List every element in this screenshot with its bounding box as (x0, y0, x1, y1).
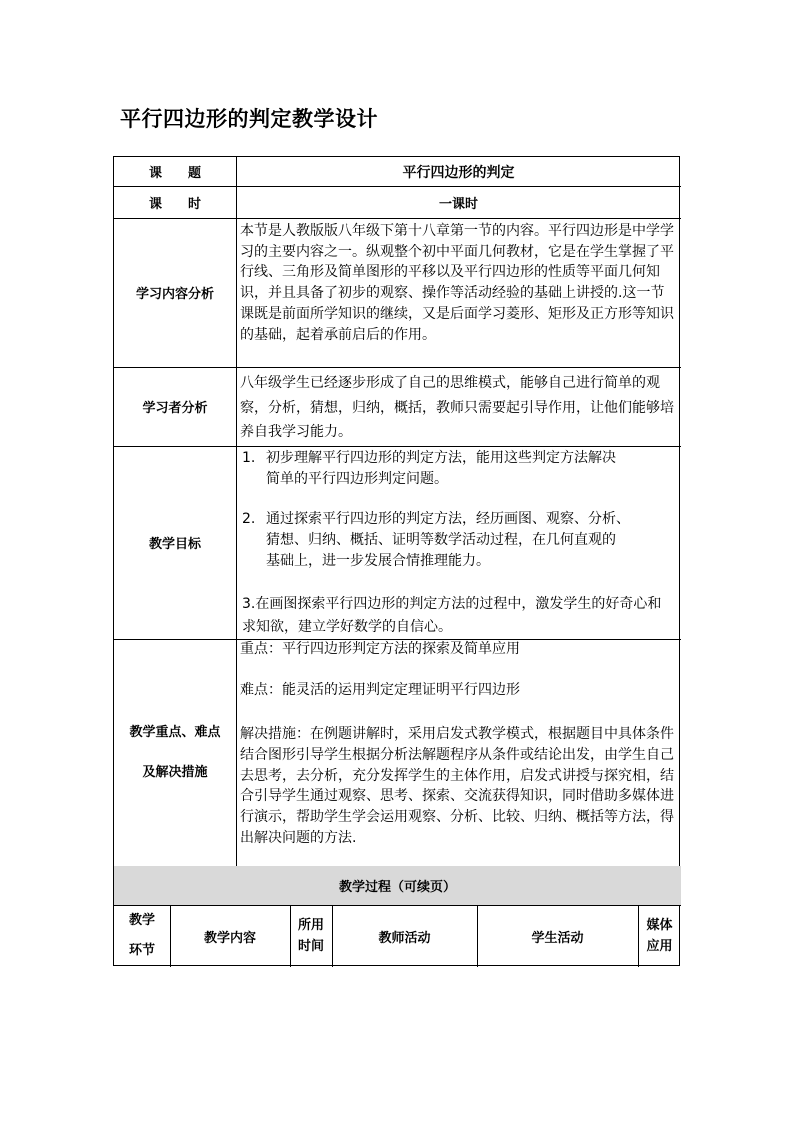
content-analysis-label: 学习内容分析 (135, 287, 214, 302)
key-point: 重点：平行四边形判定方法的探索及简单应用 (240, 641, 520, 657)
key-points-label-line-2: 及解决措施 (142, 764, 208, 780)
col-stage-line-1: 教学 (128, 913, 155, 928)
col-stage (114, 905, 170, 967)
content-analysis-text: 本节是人教版版八年级下第十八章第一节的内容。平行四边形是中学学习的主要内容之一。纵观整个初中平面几何教材，它是在学生掌握了平行线、三角形及简单图形的平移以及平行四边形的性质等平面几何知识，并且具备了初步的观察、操作等活动经验的基础上讲授的.这一节课既是前面所学知识的继续，又是后面学习菱形、矩形及正方形等知识的基础，起着承前启后的作用。 (240, 223, 674, 343)
goal-2-line-2: 猜想、归纳、概括、证明等数学活动过程，在几何直观的 (266, 532, 616, 548)
learner-analysis-label: 学习者分析 (142, 401, 208, 416)
goal-1-number: 1. (242, 450, 256, 466)
goal-2-number: 2. (242, 511, 256, 527)
col-time-line-2: 时间 (297, 939, 324, 954)
col-time-line-1: 所用 (297, 918, 324, 933)
topic-value: 平行四边形的判定 (402, 164, 515, 181)
goal-1-line-2: 简单的平行四边形判定问题。 (266, 471, 448, 487)
col-student: 学生活动 (531, 930, 584, 946)
col-media-line-2: 应用 (646, 939, 673, 954)
col-content: 教学内容 (203, 930, 256, 946)
col-media (638, 905, 681, 967)
lesson-plan-table (113, 156, 680, 966)
goal-2 (242, 509, 678, 572)
goal-3: 3.在画图探索平行四边形的判定方法的过程中，激发学生的好奇心和求知欲，建立学好数学的自信心。 (242, 596, 662, 635)
topic-label: 课 题 (148, 166, 201, 181)
goals-label: 教学目标 (148, 537, 201, 552)
hours-value: 一课时 (438, 196, 478, 212)
goal-2-line-1: 通过探索平行四边形的判定方法，经历画图、观察、分析、 (266, 511, 630, 527)
col-media-line-1: 媒体 (646, 918, 673, 933)
goal-2-line-3: 基础上，进一步发展合情推理能力。 (266, 553, 490, 569)
page-title: 平行四边形的判定教学设计 (120, 106, 378, 131)
key-points-label-line-1: 教学重点、难点 (129, 724, 221, 740)
key-points-label (114, 639, 236, 866)
col-stage-line-2: 环节 (128, 943, 155, 958)
process-header: 教学过程（可续页） (114, 866, 681, 905)
measures: 解决措施：在例题讲解时，采用启发式教学模式，根据题目中具体条件结合图形引导学生根据分析法解题程序从条件或结论出发，由学生自己去思考，去分析，充分发挥学生的主体作用，启发式讲授与探究相，结合引导学生通过观察、思考、探索、交流获得知识，同时借助多媒体进行演示，帮助学生学会运用观察、分析、比较、归纳、概括等方法，得出解决问题的方法. (240, 726, 674, 846)
col-time (290, 905, 332, 967)
col-teacher: 教师活动 (378, 930, 431, 946)
goal-1 (242, 448, 678, 490)
goal-1-line-1: 初步理解平行四边形的判定方法，能用这些判定方法解决 (266, 450, 616, 466)
hours-label: 课 时 (148, 196, 201, 212)
difficulty: 难点：能灵活的运用判定定理证明平行四边形 (240, 682, 520, 698)
learner-analysis-text: 八年级学生已经逐步形成了自己的思维模式，能够自己进行简单的观察，分析，猜想，归纳，概括，教师只需要起引导作用，让他们能够培养自我学习能力。 (240, 375, 674, 440)
